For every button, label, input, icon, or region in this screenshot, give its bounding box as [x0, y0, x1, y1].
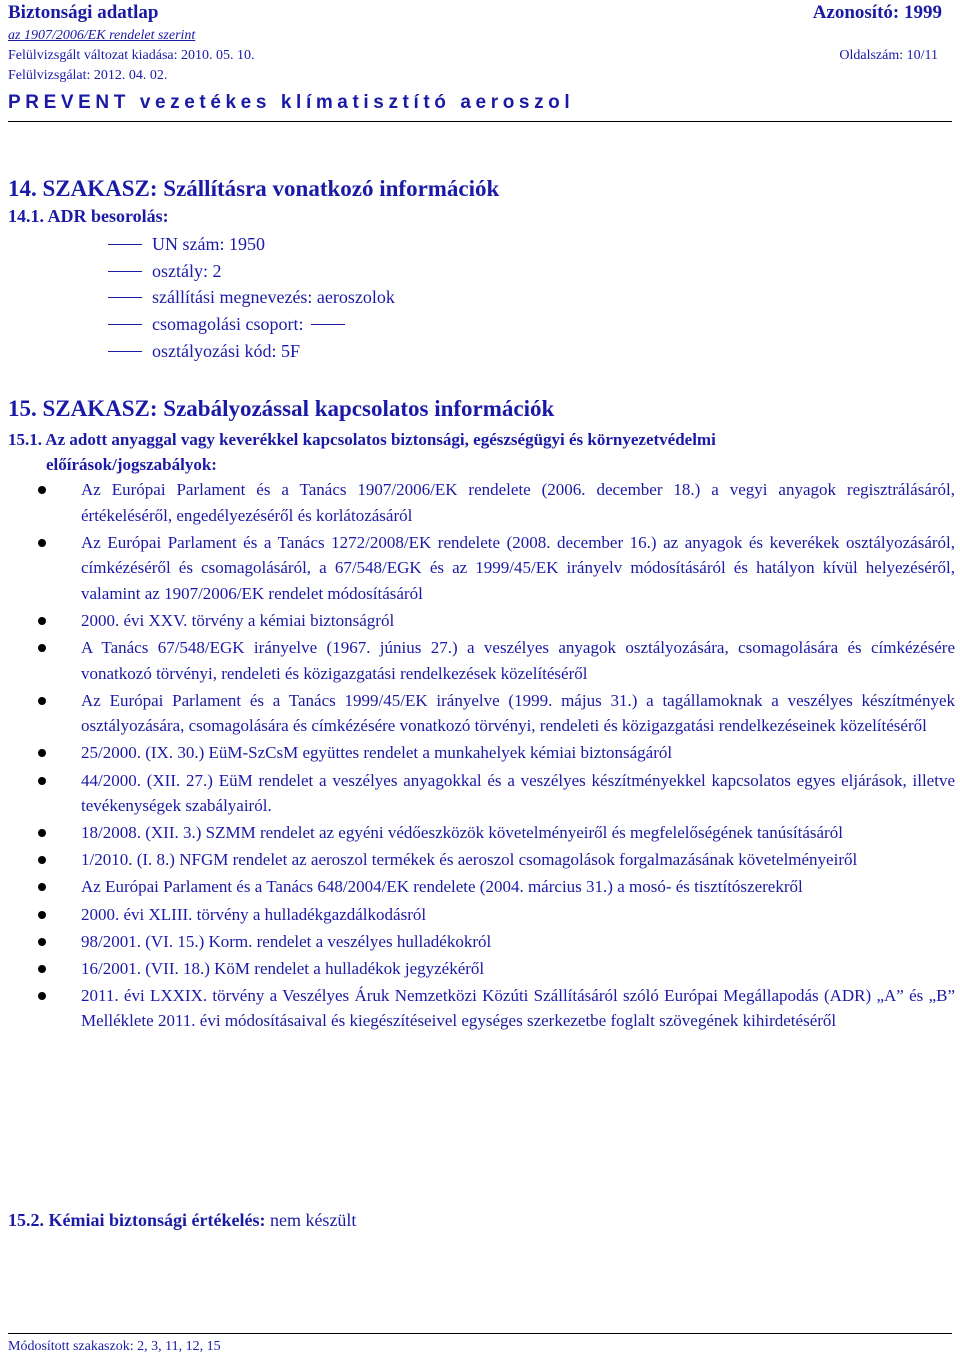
chemical-safety-assessment-value: nem készült [269, 1210, 357, 1230]
list-item: 98/2001. (VI. 15.) Korm. rendelet a veszélyes hulladékokról [0, 929, 955, 955]
classification-code: osztályozási kód: 5F [108, 341, 300, 362]
footer-divider [8, 1333, 952, 1334]
list-item: Az Európai Parlament és a Tanács 1272/2008/EK rendelete (2008. december 16.) az anyagok és keverékek osztályozásáról, címkézéséről és csomagolásáról, a 67/548/EGK és az 1999/45/EK irányelv módosításáról és hatályon kívül helyezéséről, valamint az 1907/2006/EK rendelet módosításáról [0, 530, 955, 607]
list-item: 2000. évi XLIII. törvény a hulladékgazdálkodásról [0, 902, 955, 928]
document-identifier: Azonosító: 1999 [812, 2, 942, 23]
page-number: Oldalszám: 10/11 [839, 48, 938, 63]
regulation-reference: az 1907/2006/EK rendelet szerint [8, 28, 196, 43]
list-item: Az Európai Parlament és a Tanács 1999/45/EK irányelve (1999. május 31.) a tagállamoknak a veszélyes készítmények osztályozására, csomagolására és címkézésére vonatkozó törvényi, rendeleti és közigazgatási rendelkezéseinek közelítéséről [0, 688, 955, 739]
list-item: Az Európai Parlament és a Tanács 1907/2006/EK rendelete (2006. december 18.) a vegyi anyagok regisztrálásáról, értékeléséről, engedélyezéséről és korlátozásáról [0, 477, 955, 528]
list-item: Az Európai Parlament és a Tanács 648/2004/EK rendelete (2004. március 31.) a mosó- és tisztítószerekről [0, 874, 955, 900]
modified-sections: Módosított szakaszok: 2, 3, 11, 12, 15 [8, 1339, 221, 1354]
dash-marker [108, 351, 142, 352]
dash-marker [108, 324, 142, 325]
list-item: 1/2010. (I. 8.) NFGM rendelet az aeroszol termékek és aeroszol csomagolások forgalmazásának követelményeiről [0, 847, 955, 873]
list-item: A Tanács 67/548/EGK irányelve (1967. június 27.) a veszélyes anyagok osztályozására, csomagolására és címkézésére vonatkozó törvényi, rendeleti és közigazgatási rendelkezések közelítéséről [0, 635, 955, 686]
regulations-list [0, 477, 955, 1035]
list-item: 44/2000. (XII. 27.) EüM rendelet a veszélyes anyagokkal és a veszélyes készítményekkel kapcsolatos egyes eljárások, illetve tevékenységek szabályairól. [0, 768, 955, 819]
list-item: 16/2001. (VII. 18.) KöM rendelet a hulladékok jegyzékéről [0, 956, 955, 982]
document-title: Biztonsági adatlap [8, 2, 159, 23]
list-item: 2011. évi LXXIX. törvény a Veszélyes Áruk Nemzetközi Közúti Szállításáról szóló Európai Megállapodás (ADR) „A” és „B” Melléklete 2011. évi módosításaival és kiegészítéseivel egységes szerkezetbe foglalt szövegének kihirdetéséről [0, 983, 955, 1034]
revised-edition: Felülvizsgált változat kiadása: 2010. 05. 10. [8, 48, 255, 63]
list-item: 25/2000. (IX. 30.) EüM-SzCsM együttes rendelet a munkahelyek kémiai biztonságáról [0, 740, 955, 766]
transport-class: osztály: 2 [108, 261, 222, 282]
chemical-safety-assessment [8, 1210, 356, 1231]
section-15-heading: 15. SZAKASZ: Szabályozással kapcsolatos információk [8, 396, 555, 421]
un-number: UN szám: 1950 [108, 234, 265, 255]
dash-marker [311, 324, 345, 325]
dash-marker [108, 297, 142, 298]
product-name: PREVENT vezetékes klímatisztító aeroszol [8, 92, 575, 113]
packing-group: csomagolási csoport: [108, 314, 345, 335]
list-item: 18/2008. (XII. 3.) SZMM rendelet az egyéni védőeszközök követelményeiről és megfelelőségének tanúsításáról [0, 820, 955, 846]
chemical-safety-assessment-label: 15.2. Kémiai biztonsági értékelés: [8, 1210, 266, 1230]
list-item: 2000. évi XXV. törvény a kémiai biztonságról [0, 608, 955, 634]
regulations-heading: 15.1. Az adott anyaggal vagy keverékkel kapcsolatos biztonsági, egészségügyi és környezetvédelmi előírások/jogszabályok: [8, 430, 716, 474]
review-date: Felülvizsgálat: 2012. 04. 02. [8, 68, 168, 83]
header-divider [8, 121, 952, 122]
dash-marker [108, 271, 142, 272]
shipping-name: szállítási megnevezés: aeroszolok [108, 287, 395, 308]
adr-classification-heading: 14.1. ADR besorolás: [8, 206, 169, 226]
dash-marker [108, 244, 142, 245]
section-14-heading: 14. SZAKASZ: Szállításra vonatkozó információk [8, 176, 500, 201]
